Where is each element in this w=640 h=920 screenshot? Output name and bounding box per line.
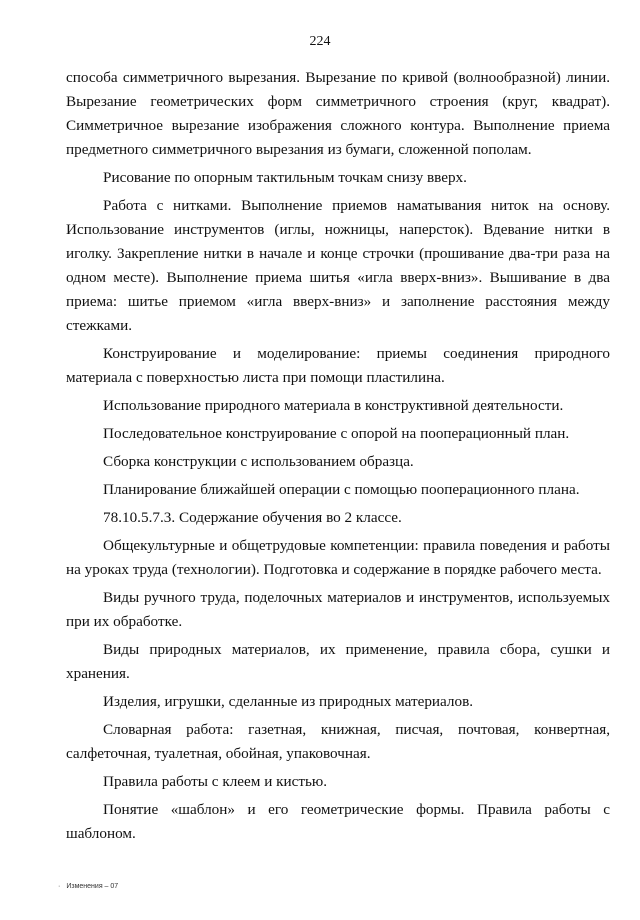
paragraph: Правила работы с клеем и кистью. [103, 773, 328, 790]
paragraph: Словарная работа: газетная, книжная, писчая, почтовая, конвертная, салфеточная, туалетная, обойная, упаковочная. [66, 721, 610, 762]
footer-revision-note: Изменения – 07 [66, 883, 119, 890]
paragraph: Работа с нитками. Выполнение приемов наматывания ниток на основу. Использование инструментов (иглы, ножницы, наперсток). Вдевание нитки в иголку. Закрепление нитки в начале и конце строчки (прошивание два-три раза на одном месте). Выполнение приема шитья «игла вверх-вниз». Вышивание в два приема: шитье приемом «игла вверх-вниз» и заполнение расстояния между стежками. [66, 197, 610, 334]
page-footer [58, 883, 118, 890]
paragraph: Изделия, игрушки, сделанные из природных материалов. [103, 693, 474, 710]
footer-mark: · [58, 883, 61, 890]
section-heading: 78.10.5.7.3. Содержание обучения во 2 классе. [103, 509, 402, 526]
paragraph: Понятие «шаблон» и его геометрические формы. Правила работы с шаблоном. [66, 801, 610, 842]
page-body [66, 66, 610, 850]
paragraph: Рисование по опорным тактильным точкам снизу вверх. [103, 169, 467, 186]
paragraph: способа симметричного вырезания. Вырезание по кривой (волнообразной) линии. Вырезание геометрических форм симметричного строения (круг, квадрат). Симметричное вырезание изображения сложного контура. Выполнение приема предметного симметричного вырезания из бумаги, сложенной пополам. [66, 69, 610, 158]
paragraph: Виды природных материалов, их применение, правила сбора, сушки и хранения. [66, 641, 610, 682]
paragraph: Последовательное конструирование с опорой на пооперационный план. [103, 425, 570, 442]
paragraph: Конструирование и моделирование: приемы соединения природного материала с поверхностью листа при помощи пластилина. [66, 345, 610, 386]
paragraph: Планирование ближайшей операции с помощью пооперационного плана. [103, 481, 580, 498]
paragraph: Виды ручного труда, поделочных материалов и инструментов, используемых при их обработке. [66, 589, 610, 630]
paragraph: Общекультурные и общетрудовые компетенции: правила поведения и работы на уроках труда (технологии). Подготовка и содержание в порядке рабочего места. [66, 537, 610, 578]
paragraph: Сборка конструкции с использованием образца. [103, 453, 414, 470]
page-number: 224 [309, 34, 331, 49]
paragraph: Использование природного материала в конструктивной деятельности. [103, 397, 564, 414]
